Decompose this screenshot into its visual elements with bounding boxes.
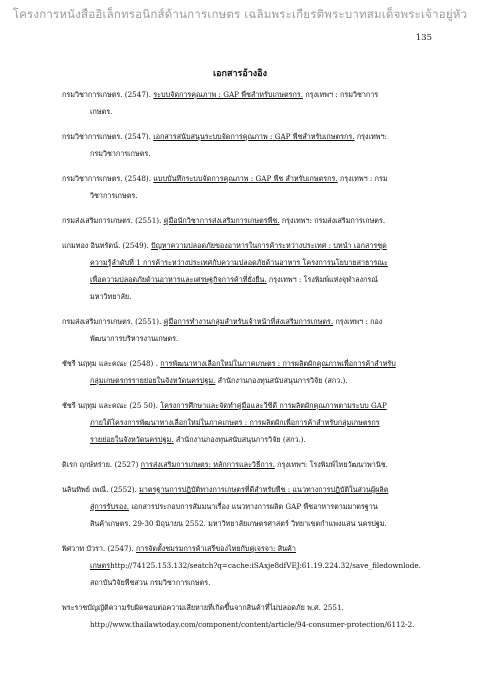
reference-title: โครงการศึกษาและจัดทำคู่มือและวีซีดี การผลิตผักคุณภาพตามระบบ GAP	[160, 401, 387, 410]
reference-line	[62, 372, 430, 389]
reference-entry	[62, 540, 430, 591]
reference-line	[62, 498, 430, 515]
reference-text: กรุงเทพฯ: กรมส่งเสริมการเกษตร.	[279, 216, 386, 225]
reference-title: ภายใต้โครงการพัฒนาทางเลือกใหม่ในภาคเกษตร : การผลิตผักเพื่อการค้าสำหรับกลุ่มเกษตรกร	[90, 418, 380, 427]
reference-line	[62, 431, 430, 448]
reference-entry	[62, 456, 430, 473]
reference-entry	[62, 599, 430, 633]
reference-title: มาตรฐานการปฏิบัติทางการเกษตรที่ดีสำหรับพืช : แนวทางการปฏิบัติในส่วนผู้ผลิต	[139, 485, 389, 494]
page-title: เอกสารอ้างอิง	[213, 69, 267, 79]
reference-title: ความรู้ลำดับที่ 1 การค้าระหว่างประเทศกับความปลอดภัยด้านอาหาร โครงการนโยบายสาธารณะ	[90, 258, 388, 267]
reference-url: http://74125.153.132/seatch?q=cache:iSAxje8dfVEJ:61.19.224.32/save_filedownlode.	[110, 561, 421, 570]
reference-title: แบบบันทึกระบบจัดการคุณภาพ : GAP พืช สำหรับเกษตรกร.	[153, 174, 338, 183]
reference-line	[62, 271, 430, 288]
reference-title: ระบบจัดการคุณภาพ : GAP พืชสำหรับเกษตรกร.	[153, 90, 304, 99]
reference-url: http://www.thailawtoday.com/component/content/article/94-consumer-protection/6112-2.	[90, 620, 415, 629]
reference-line	[62, 599, 430, 616]
reference-text: พัฒนาการบริหารงานเกษตร.	[90, 334, 179, 343]
reference-text: วิชาการเกษตร.	[90, 191, 138, 200]
reference-text: กรมวิชาการเกษตร. (2548).	[62, 174, 154, 183]
reference-title: ปัญหาความปลอดภัยของอาหารในการค้าระหว่างประเทศ : บทนำ เอกสารชุด	[151, 241, 387, 250]
reference-line	[62, 616, 430, 633]
reference-text: กรุงเทพฯ : กรมวิชาการ	[303, 90, 379, 99]
reference-list	[62, 86, 430, 641]
reference-text: กรุงเทพฯ: โรงพิมพ์ไทยวัฒนาพานิช.	[274, 460, 388, 469]
reference-text: กรมส่งเสริมการเกษตร. (2551).	[62, 317, 164, 326]
reference-line	[62, 187, 430, 204]
reference-line	[62, 397, 430, 414]
reference-text: เอกสารประกอบการสัมมนาเรื่อง แนวทางการผลิต GAP พืชอาหารตามมาตรฐาน	[129, 502, 378, 511]
reference-line	[62, 170, 430, 187]
reference-line	[62, 288, 430, 305]
reference-line	[62, 237, 430, 254]
reference-title: เกษตร	[90, 561, 111, 570]
reference-entry	[62, 86, 430, 120]
reference-text: ดิเรก ฤกษ์หร่าย. (2527)	[62, 460, 141, 469]
reference-title: การจัดตั้งชมรมการค้าเสรีของไทยกับคู่เจรจา: สินค้า	[135, 544, 296, 553]
reference-line	[62, 254, 430, 271]
reference-title: กลุ่มเกษตรกรรายย่อยในจังหวัดนครปฐม.	[90, 376, 216, 385]
reference-line	[62, 86, 430, 103]
reference-text: มหาวิทยาลัย.	[90, 292, 132, 301]
reference-entry	[62, 212, 430, 229]
reference-title: การส่งเสริมการเกษตร: หลักการและวิธีการ.	[140, 460, 275, 469]
reference-entry	[62, 128, 430, 162]
reference-title: รายย่อยในจังหวัดนครปฐม.	[90, 435, 174, 444]
reference-line	[62, 212, 430, 229]
reference-entry	[62, 237, 430, 305]
reference-text: กรุงเทพฯ : กอง	[333, 317, 383, 326]
reference-line	[62, 456, 430, 473]
reference-line	[62, 330, 430, 347]
page-number: 135	[415, 33, 432, 43]
reference-line	[62, 128, 430, 145]
reference-text: กรุงเทพฯ : กรม	[337, 174, 388, 183]
reference-line	[62, 574, 430, 591]
reference-line	[62, 540, 430, 557]
reference-line	[62, 481, 430, 498]
reference-text: กรมวิชาการเกษตร.	[90, 149, 151, 158]
reference-line	[62, 557, 430, 574]
reference-entry	[62, 397, 430, 448]
reference-line	[62, 515, 430, 532]
reference-text: แกมทอง อินทรัตน์. (2549).	[62, 241, 152, 250]
reference-text: สำนักงานกองทุนสนับสนุนการวิจัย (สกว.).	[215, 376, 348, 385]
reference-text: พระราชบัญญัติความรับผิดชอบต่อความเสียหายที่เกิดขึ้นจากสินค้าที่ไม่ปลอดภัย พ.ศ. 2551.	[62, 603, 344, 612]
reference-entry	[62, 313, 430, 347]
reference-line	[62, 103, 430, 120]
reference-text: กรมวิชาการเกษตร. (2547).	[62, 90, 154, 99]
reference-text: นลินทิพย์ เพณี. (2552).	[62, 485, 140, 494]
reference-text: กรมส่งเสริมการเกษตร. (2551).	[62, 216, 164, 225]
reference-text: สถาบันวิจัยพืชสวน กรมวิชาการเกษตร.	[90, 578, 211, 587]
reference-line	[62, 414, 430, 431]
reference-entry	[62, 481, 430, 532]
reference-entry	[62, 355, 430, 389]
reference-text: ชัชรี นฤทุม และคณะ (2548) .	[62, 359, 161, 368]
page-header: โครงการหนังสืออิเล็กทรอนิกส์ด้านการเกษตร เฉลิมพระเกียรติพระบาทสมเด็จพระเจ้าอยู่หัว	[12, 7, 468, 21]
reference-text: ชัชรี นฤทุม และคณะ (25 50).	[62, 401, 161, 410]
reference-title: การพัฒนาทางเลือกใหม่ในภาคเกษตร : การผลิตผักคุณภาพเพื่อการค้าสำหรับ	[160, 359, 396, 368]
reference-text: สินค้าเกษตร. 29-30 มิถุนายน 2552. มหาวิทยาลัยเกษตรศาสตร์ วิทยาเขตกำแพงแสน นครปฐม.	[90, 519, 387, 528]
reference-line	[62, 355, 430, 372]
reference-title: คู่มือนักวิชาการส่งเสริมการเกษตรพืช.	[163, 216, 280, 225]
reference-entry	[62, 170, 430, 204]
reference-text: กรุงเทพฯ:	[354, 132, 387, 141]
reference-line	[62, 313, 430, 330]
reference-title: สู่การรับรอง.	[90, 502, 130, 511]
reference-title: เอกสารสนับสนุนระบบจัดการคุณภาพ : GAP พืชสำหรับเกษตรกร.	[153, 132, 355, 141]
reference-title: คู่มือการทำงานกลุ่มสำหรับเจ้าหน้าที่ส่งเสริมการเกษตร.	[163, 317, 334, 326]
reference-text: พิศวาท บัวรา. (2547).	[62, 544, 136, 553]
reference-text: สำนักงานกองทุนสนับสนุนการวิจัย (สกว.).	[173, 435, 306, 444]
reference-text: กรมวิชาการเกษตร. (2547).	[62, 132, 154, 141]
reference-title: เพื่อความปลอดภัยด้านอาหารและเศรษฐกิจการค้าที่ยั่งยืน.	[90, 275, 267, 284]
reference-text: กรุงเทพฯ : โรงพิมพ์แห่งจุฬาลงกรณ์	[266, 275, 378, 284]
reference-text: เกษตร.	[90, 107, 113, 116]
reference-line	[62, 145, 430, 162]
